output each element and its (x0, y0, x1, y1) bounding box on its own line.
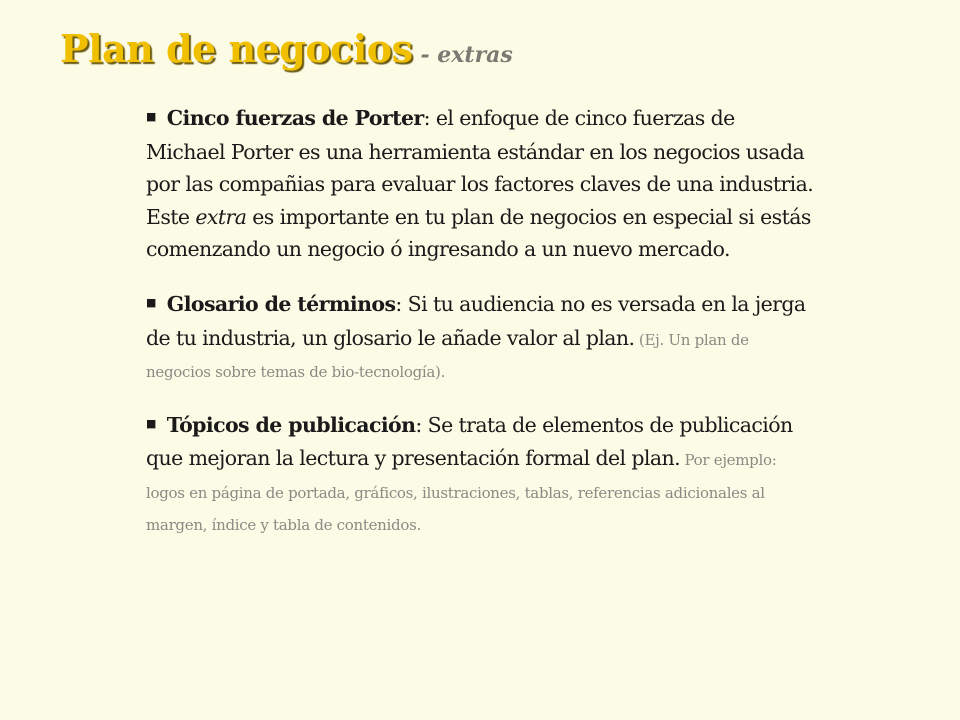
term-glosario: Glosario de términos (166, 291, 396, 316)
term-separator: : (395, 291, 402, 316)
item-text-after: es importante en tu plan de negocios en especial si estás comenzando un negocio ó ingresando a un nuevo mercado. (146, 204, 811, 262)
item-text: Si tu audiencia no es versada en la jerga de tu industria, un glosario le añade valor al plan. (146, 291, 806, 350)
slide-subtitle: - extras (420, 42, 513, 68)
item-note: (Ej. Un plan de negocios sobre temas de bio-tecnología). (146, 330, 749, 381)
term-separator: : (423, 106, 430, 130)
square-bullet-icon: ■ (146, 110, 156, 124)
square-bullet-icon: ■ (146, 416, 156, 430)
square-bullet-icon: ■ (146, 296, 156, 309)
item-text: Se trata de elementos de publicación que mejoran la lectura y presentación formal del plan. (146, 412, 793, 471)
bullet-item-glosario (146, 288, 814, 387)
bullet-item-publicacion (146, 409, 814, 540)
content-body (146, 102, 814, 562)
term-publicacion: Tópicos de publicación (166, 412, 416, 437)
bullet-item-porter (146, 102, 814, 266)
item-note: Por ejemplo: logos en página de portada, gráficos, ilustraciones, tablas, referencias adicionales al margen, índice y tabla de contenidos. (146, 451, 777, 535)
term-separator: : (415, 412, 422, 437)
item-text: el enfoque de cinco fuerzas de Michael Porter es una herramienta estándar en los negocios usada por las compañias para evaluar los factores claves de una industria. Este (146, 106, 814, 229)
term-porter: Cinco fuerzas de Porter (166, 106, 424, 130)
item-emphasis: extra (195, 204, 247, 229)
slide-title: Plan de negocios (60, 26, 413, 71)
title-row (60, 26, 513, 71)
